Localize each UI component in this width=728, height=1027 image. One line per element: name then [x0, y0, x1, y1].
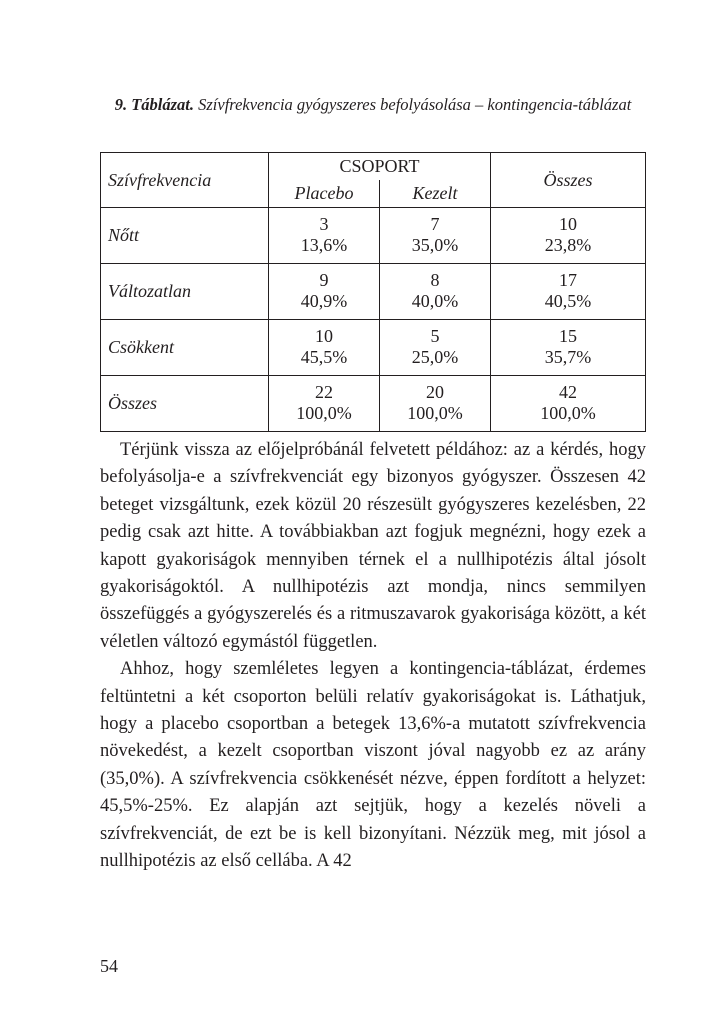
table-cell: 40,0%: [380, 291, 491, 320]
table-cell: 100,0%: [491, 403, 646, 432]
page-number: 54: [100, 956, 118, 976]
row-label-nott: Nőtt: [101, 208, 269, 264]
table-caption-title: Szívfrekvencia gyógyszeres befolyásolása – kontingencia-táblázat: [198, 95, 632, 114]
total-header: Összes: [491, 153, 646, 208]
row-label-csokkent: Csökkent: [101, 320, 269, 376]
table-cell: 17: [491, 264, 646, 292]
table-cell: 100,0%: [269, 403, 380, 432]
table-cell: 45,5%: [269, 347, 380, 376]
table-cell: 9: [269, 264, 380, 292]
row-header: Szívfrekvencia: [101, 153, 269, 208]
table-cell: 20: [380, 376, 491, 404]
paragraph: Térjünk vissza az előjelpróbánál felvetett példához: az a kérdés, hogy befolyásolja-e a szívfrekvenciát egy bizonyos gyógyszer. Összesen 42 beteget vizsgáltunk, ezek közül 20 részesült gyógyszeres kezelésben, 22 pedig csak azt hitte. A továbbiakban azt fogjuk megnézni, hogy ezek a kapott gyakoriságok mennyiben térnek el a nullhipotézis által jósolt gyakoriságoktól. A nullhipotézis azt mondja, nincs semmilyen összefüggés a gyógyszerelés és a ritmuszavarok gyakorisága között, a két véletlen változó egymástól független.: [100, 440, 646, 652]
body-text: [100, 437, 646, 876]
kezelt-header: Kezelt: [380, 180, 491, 208]
placebo-header: Placebo: [269, 180, 380, 208]
group-header: CSOPORT: [269, 153, 491, 181]
table-cell: 5: [380, 320, 491, 348]
row-label-osszes: Összes: [101, 376, 269, 432]
table-cell: 35,0%: [380, 235, 491, 264]
table-cell: 35,7%: [491, 347, 646, 376]
table-cell: 13,6%: [269, 235, 380, 264]
table-cell: 23,8%: [491, 235, 646, 264]
table-caption-label: 9. Táblázat.: [114, 95, 194, 114]
table-caption: [100, 94, 646, 116]
table-cell: 22: [269, 376, 380, 404]
table-cell: 25,0%: [380, 347, 491, 376]
row-label-valtozatlan: Változatlan: [101, 264, 269, 320]
table-cell: 3: [269, 208, 380, 236]
table-cell: 40,5%: [491, 291, 646, 320]
contingency-table: [100, 152, 646, 432]
table-cell: 8: [380, 264, 491, 292]
table-cell: 15: [491, 320, 646, 348]
table-cell: 10: [491, 208, 646, 236]
table-cell: 100,0%: [380, 403, 491, 432]
table-cell: 7: [380, 208, 491, 236]
table-cell: 10: [269, 320, 380, 348]
paragraph: Ahhoz, hogy szemléletes legyen a kontingencia-táblázat, érdemes feltüntetni a két csoporton belüli relatív gyakoriságokat is. Láthatjuk, hogy a placebo csoportban a betegek 13,6%-a mutatott szívfrekvencia növekedést, a kezelt csoportban viszont jóval nagyobb ez az arány (35,0%). A szívfrekvencia csökkenését nézve, éppen fordított a helyzet: 45,5%-25%. Ez alapján azt sejtjük, hogy a kezelés növeli a szívfrekvenciát, de ezt be is kell bizonyítani. Nézzük meg, mit jósol a nullhipotézis az első cellába. A 42: [100, 659, 646, 872]
table-cell: 42: [491, 376, 646, 404]
table-cell: 40,9%: [269, 291, 380, 320]
